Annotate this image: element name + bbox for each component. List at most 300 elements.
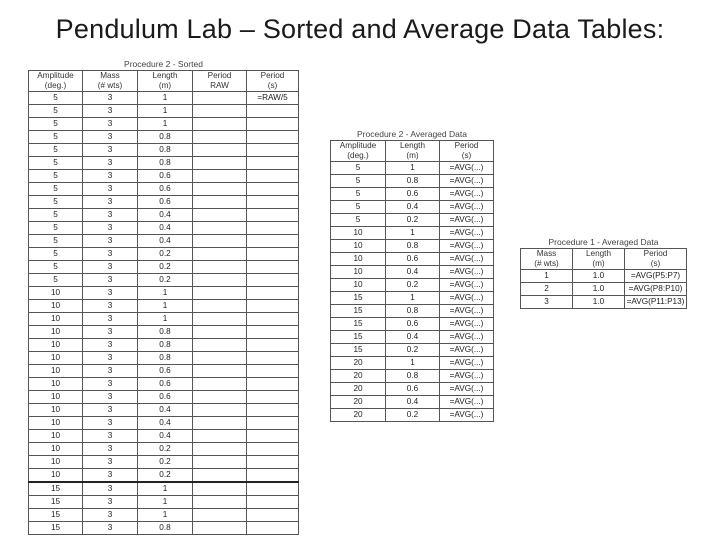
table-cell: [247, 469, 299, 483]
column-header: [247, 71, 299, 92]
table-cell: 15: [331, 344, 386, 357]
table-cell: 1: [138, 496, 193, 509]
table-cell: =AVG(P5:P7): [625, 270, 687, 283]
table-cell: =AVG(...): [440, 201, 494, 214]
table-cell: 0.8: [138, 352, 193, 365]
table-cell: 10: [29, 469, 83, 483]
table-row: [331, 175, 494, 188]
table-row: [29, 235, 299, 248]
table-cell: [247, 313, 299, 326]
table-cell: [193, 469, 247, 483]
table-cell: 1.0: [573, 270, 625, 283]
table-cell: 0.8: [138, 522, 193, 535]
column-header-line: (# wts): [97, 81, 123, 90]
table-row: [331, 409, 494, 422]
table-cell: 15: [29, 509, 83, 522]
table-row: [521, 283, 687, 296]
table-cell: 5: [29, 261, 83, 274]
table-cell: 10: [29, 352, 83, 365]
table-cell: [193, 105, 247, 118]
header-row: [29, 71, 299, 92]
table-row: [521, 270, 687, 283]
table-cell: 0.6: [386, 188, 440, 201]
table-cell: 20: [331, 357, 386, 370]
table-cell: 1: [138, 92, 193, 105]
table-cell: [193, 404, 247, 417]
table-row: [331, 201, 494, 214]
table-cell: 1: [138, 300, 193, 313]
table-cell: 0.4: [386, 201, 440, 214]
table-cell: 10: [331, 240, 386, 253]
table-cell: 3: [83, 313, 138, 326]
table-cell: 1: [138, 105, 193, 118]
table-cell: [247, 300, 299, 313]
table-cell: [193, 170, 247, 183]
table-cell: [193, 313, 247, 326]
table-row: [29, 482, 299, 496]
table-cell: =AVG(P11:P13): [625, 296, 687, 309]
table-cell: [193, 248, 247, 261]
table-cell: 3: [83, 496, 138, 509]
table-cell: =AVG(...): [440, 292, 494, 305]
table-cell: [247, 274, 299, 287]
table-row: [331, 318, 494, 331]
table-row: [29, 378, 299, 391]
table-cell: 3: [83, 456, 138, 469]
table-cell: 0.4: [386, 331, 440, 344]
table-cell: =AVG(...): [440, 188, 494, 201]
table-cell: [193, 209, 247, 222]
table-cell: [193, 456, 247, 469]
table-cell: =AVG(...): [440, 227, 494, 240]
table-cell: [193, 482, 247, 496]
table-cell: 3: [83, 430, 138, 443]
table-cell: 5: [29, 144, 83, 157]
table-cell: 5: [331, 175, 386, 188]
sorted-data-table: [28, 58, 299, 535]
table-row: [29, 404, 299, 417]
table-cell: [247, 365, 299, 378]
table-cell: 20: [331, 396, 386, 409]
table-cell: 10: [331, 227, 386, 240]
table-row: [29, 522, 299, 535]
table-row: [29, 365, 299, 378]
table-cell: 3: [83, 92, 138, 105]
table-cell: 20: [331, 409, 386, 422]
column-header: [138, 71, 193, 92]
table-cell: 5: [29, 274, 83, 287]
table-cell: 0.4: [138, 235, 193, 248]
column-header: [573, 249, 625, 270]
table-cell: 3: [83, 365, 138, 378]
table-row: [29, 261, 299, 274]
table-cell: 0.2: [138, 261, 193, 274]
table-cell: [193, 92, 247, 105]
table-cell: 3: [83, 339, 138, 352]
table-row: [331, 305, 494, 318]
table-cell: 5: [29, 222, 83, 235]
table-cell: [247, 118, 299, 131]
table-cell: 0.2: [386, 409, 440, 422]
table-row: [29, 417, 299, 430]
table-cell: 0.8: [386, 305, 440, 318]
column-header-line: Mass: [536, 249, 557, 258]
table-cell: 10: [29, 456, 83, 469]
table-cell: 0.8: [138, 144, 193, 157]
table-row: [29, 287, 299, 300]
table-cell: =AVG(...): [440, 383, 494, 396]
table-cell: 10: [29, 404, 83, 417]
table-cell: 3: [83, 222, 138, 235]
table-cell: [247, 287, 299, 300]
column-header-line: (deg.): [44, 81, 67, 90]
column-header: [193, 71, 247, 92]
table-row: [29, 430, 299, 443]
table-cell: 20: [331, 370, 386, 383]
table-cell: 1.0: [573, 283, 625, 296]
table-cell: [193, 196, 247, 209]
table-row: [29, 300, 299, 313]
table-cell: [247, 404, 299, 417]
table-cell: =AVG(...): [440, 253, 494, 266]
table-row: [29, 118, 299, 131]
table-cell: 15: [29, 496, 83, 509]
table-cell: [247, 509, 299, 522]
table-cell: [193, 235, 247, 248]
procedure-2-averaged-table: [330, 128, 494, 422]
table-cell: 0.4: [138, 222, 193, 235]
table-cell: =AVG(...): [440, 279, 494, 292]
table-cell: [193, 300, 247, 313]
table-cell: 5: [331, 188, 386, 201]
table-row: [331, 266, 494, 279]
table-cell: 5: [29, 235, 83, 248]
column-header-line: Period: [260, 71, 285, 80]
table-cell: 10: [29, 300, 83, 313]
table-cell: =AVG(...): [440, 240, 494, 253]
table-cell: 0.2: [386, 344, 440, 357]
table-cell: [193, 430, 247, 443]
table-cell: 5: [29, 170, 83, 183]
table-cell: 0.8: [386, 175, 440, 188]
table-cell: 0.6: [138, 365, 193, 378]
table-cell: 5: [331, 214, 386, 227]
table-cell: 10: [29, 365, 83, 378]
table-cell: 10: [29, 443, 83, 456]
table-cell: =AVG(...): [440, 162, 494, 175]
column-header-line: Amplitude: [339, 141, 377, 150]
table-cell: [193, 496, 247, 509]
table-cell: 1: [386, 227, 440, 240]
table-cell: [247, 352, 299, 365]
table-cell: [247, 326, 299, 339]
table-cell: 3: [83, 417, 138, 430]
table-cell: 3: [83, 300, 138, 313]
table-row: [29, 105, 299, 118]
column-header-line: (deg.): [347, 151, 369, 160]
table-cell: 0.8: [138, 339, 193, 352]
table-row: [29, 157, 299, 170]
table-cell: 10: [29, 287, 83, 300]
table-cell: 3: [83, 235, 138, 248]
table-cell: [247, 248, 299, 261]
table-cell: 3: [83, 378, 138, 391]
column-header: [440, 141, 494, 162]
table-cell: 3: [83, 274, 138, 287]
table-cell: 0.4: [386, 266, 440, 279]
table-row: [29, 469, 299, 483]
table-cell: =AVG(...): [440, 266, 494, 279]
table-cell: [247, 443, 299, 456]
table-cell: =RAW/5: [247, 92, 299, 105]
column-header: [521, 249, 573, 270]
table-cell: 10: [29, 326, 83, 339]
table-cell: 3: [83, 105, 138, 118]
column-header-line: (m): [158, 81, 172, 90]
table-cell: 3: [83, 261, 138, 274]
table-cell: 2: [521, 283, 573, 296]
table-cell: [247, 261, 299, 274]
table-cell: 15: [331, 292, 386, 305]
table-cell: 0.6: [386, 253, 440, 266]
column-header-line: (s): [650, 259, 661, 268]
table-cell: [193, 522, 247, 535]
table-row: [331, 240, 494, 253]
table-cell: 5: [29, 183, 83, 196]
table-row: [29, 183, 299, 196]
table-cell: [193, 378, 247, 391]
column-header-line: Length: [585, 249, 612, 258]
table-row: [29, 222, 299, 235]
table-row: [331, 253, 494, 266]
table-cell: [247, 157, 299, 170]
table-cell: [247, 391, 299, 404]
table-cell: 0.2: [138, 469, 193, 483]
table-caption: Procedure 1 - Averaged Data: [548, 237, 659, 247]
table-cell: 1: [386, 357, 440, 370]
table-cell: [247, 144, 299, 157]
table-cell: 0.4: [138, 404, 193, 417]
table-row: [331, 331, 494, 344]
table-cell: 5: [29, 105, 83, 118]
table-cell: 5: [29, 131, 83, 144]
table-cell: 3: [83, 352, 138, 365]
table-cell: [247, 482, 299, 496]
table-row: [331, 188, 494, 201]
column-header-line: (s): [461, 151, 472, 160]
column-header: [29, 71, 83, 92]
table-cell: 5: [29, 118, 83, 131]
table-cell: 5: [331, 201, 386, 214]
column-header-line: RAW: [210, 81, 229, 90]
table-cell: [193, 391, 247, 404]
table-cell: 5: [29, 92, 83, 105]
table-row: [29, 92, 299, 105]
table-cell: 0.2: [138, 274, 193, 287]
table-row: [331, 279, 494, 292]
table-cell: 3: [83, 183, 138, 196]
table-row: [29, 443, 299, 456]
table-cell: 3: [83, 391, 138, 404]
table-row: [331, 344, 494, 357]
table-cell: 3: [521, 296, 573, 309]
table-cell: 3: [83, 469, 138, 483]
table-cell: 0.4: [138, 430, 193, 443]
table-cell: 5: [29, 209, 83, 222]
table-cell: [193, 339, 247, 352]
column-header-line: (s): [267, 81, 278, 90]
table-cell: 0.6: [138, 391, 193, 404]
table-row: [331, 357, 494, 370]
table-cell: 10: [29, 430, 83, 443]
table-cell: 3: [83, 443, 138, 456]
page-title: Pendulum Lab – Sorted and Average Data Tables:: [55, 14, 665, 44]
table-cell: [247, 456, 299, 469]
table-cell: 10: [29, 339, 83, 352]
table-row: [331, 162, 494, 175]
table-cell: [247, 170, 299, 183]
table-cell: =AVG(...): [440, 370, 494, 383]
table-row: [29, 509, 299, 522]
table-row: [29, 352, 299, 365]
table-cell: 1: [138, 482, 193, 496]
table-cell: 3: [83, 287, 138, 300]
procedure-1-averaged-table: [520, 236, 687, 309]
table-cell: 5: [29, 248, 83, 261]
column-header-line: Length: [399, 141, 426, 150]
table-cell: 3: [83, 196, 138, 209]
header-row: [331, 141, 494, 162]
table-row: [29, 248, 299, 261]
table-cell: 3: [83, 326, 138, 339]
column-header-line: Mass: [100, 71, 120, 80]
table-cell: 1.0: [573, 296, 625, 309]
table-row: [331, 292, 494, 305]
table-cell: [247, 417, 299, 430]
table-cell: [193, 261, 247, 274]
table-row: [29, 196, 299, 209]
table-cell: 0.8: [138, 157, 193, 170]
table-row: [331, 396, 494, 409]
table-row: [29, 274, 299, 287]
table-cell: 0.4: [138, 209, 193, 222]
table-cell: 3: [83, 131, 138, 144]
table-cell: [247, 183, 299, 196]
table-cell: 10: [29, 417, 83, 430]
column-header-line: Period: [643, 249, 668, 258]
table-cell: 3: [83, 482, 138, 496]
table-cell: 3: [83, 144, 138, 157]
table-cell: [247, 339, 299, 352]
table-cell: [247, 378, 299, 391]
table-cell: [193, 144, 247, 157]
table-cell: [247, 430, 299, 443]
table-cell: 15: [331, 331, 386, 344]
table-cell: [193, 222, 247, 235]
table-cell: 3: [83, 404, 138, 417]
table-cell: 1: [386, 162, 440, 175]
table-cell: 1: [386, 292, 440, 305]
table-cell: 15: [331, 318, 386, 331]
table-row: [29, 131, 299, 144]
column-header: [625, 249, 687, 270]
table-row: [29, 209, 299, 222]
table-cell: =AVG(...): [440, 214, 494, 227]
table-cell: 5: [29, 157, 83, 170]
table-row: [29, 456, 299, 469]
table-cell: 3: [83, 248, 138, 261]
table-cell: 0.6: [386, 318, 440, 331]
table-cell: 10: [331, 253, 386, 266]
column-header-line: (m): [406, 151, 419, 160]
table-cell: 1: [138, 118, 193, 131]
column-header-line: Period: [207, 71, 232, 80]
table-cell: [193, 443, 247, 456]
table-cell: [193, 183, 247, 196]
table-cell: [247, 209, 299, 222]
table-cell: =AVG(...): [440, 344, 494, 357]
table-cell: 0.4: [138, 417, 193, 430]
table-cell: 1: [521, 270, 573, 283]
column-header: [386, 141, 440, 162]
column-header: [83, 71, 138, 92]
table-cell: 1: [138, 313, 193, 326]
table-cell: =AVG(...): [440, 357, 494, 370]
table-cell: =AVG(...): [440, 305, 494, 318]
table-cell: 0.2: [138, 248, 193, 261]
table-cell: 3: [83, 509, 138, 522]
column-header-line: (# wts): [534, 259, 559, 268]
table-cell: [247, 131, 299, 144]
table-cell: 0.6: [138, 378, 193, 391]
header-row: [521, 249, 687, 270]
table-cell: 0.2: [386, 214, 440, 227]
table-cell: 0.8: [386, 240, 440, 253]
table-cell: [193, 274, 247, 287]
column-header: [331, 141, 386, 162]
table-cell: =AVG(P8:P10): [625, 283, 687, 296]
table-cell: 0.2: [386, 279, 440, 292]
table-cell: 5: [331, 162, 386, 175]
column-header-line: Amplitude: [37, 71, 74, 80]
table-row: [521, 296, 687, 309]
table-cell: =AVG(...): [440, 175, 494, 188]
table-cell: 0.6: [386, 383, 440, 396]
table-cell: 20: [331, 383, 386, 396]
table-cell: 0.8: [386, 370, 440, 383]
table-cell: 1: [138, 509, 193, 522]
table-cell: 1: [138, 287, 193, 300]
table-cell: [193, 157, 247, 170]
table-cell: [247, 235, 299, 248]
table-cell: 0.4: [386, 396, 440, 409]
table-cell: 15: [331, 305, 386, 318]
table-cell: 0.2: [138, 443, 193, 456]
table-cell: 15: [29, 482, 83, 496]
table-cell: [193, 417, 247, 430]
table-cell: 3: [83, 118, 138, 131]
table-cell: [247, 222, 299, 235]
table-cell: 10: [29, 378, 83, 391]
table-row: [29, 391, 299, 404]
table-cell: [193, 365, 247, 378]
table-row: [29, 496, 299, 509]
table-cell: 0.6: [138, 196, 193, 209]
table-cell: 10: [29, 313, 83, 326]
table-row: [29, 144, 299, 157]
table-cell: 0.2: [138, 456, 193, 469]
table-cell: 0.6: [138, 183, 193, 196]
